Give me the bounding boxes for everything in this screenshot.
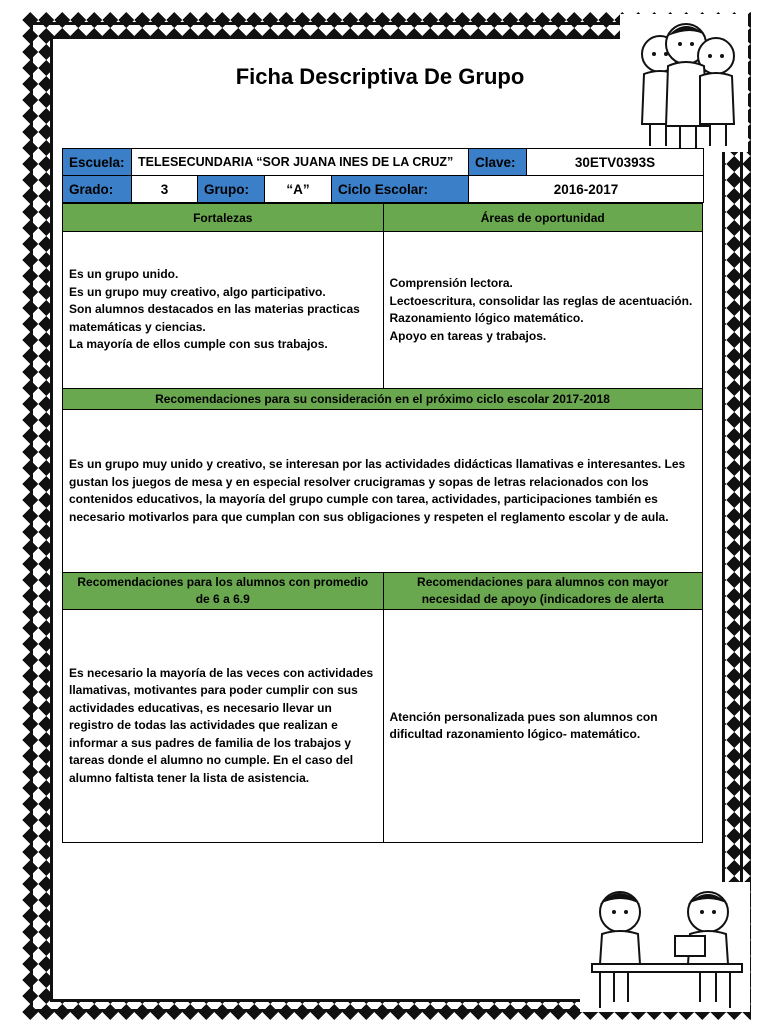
grado-value: 3 bbox=[132, 176, 198, 203]
recomendaciones-cell bbox=[63, 410, 702, 572]
recomendaciones-text: Es un grupo muy unido y creativo, se interesan por las actividades didácticas llamativas e interesantes. Les gustan los juegos de mesa y en especial resolver crucigramas y sopas de letras relacionados con los contenidos educativos, la mayoría del grupo cumple con tarea, actividades, participaciones también es necesario motivarlos para que cumplan con sus obligaciones y respeten el reglamento escolar y de aula. bbox=[69, 457, 686, 524]
promedio-header: Recomendaciones para los alumnos con promedio de 6 a 6.9 bbox=[63, 573, 383, 609]
recommendations-header-row bbox=[63, 388, 702, 409]
apoyo-text: Atención personalizada pues son alumnos con dificultad razonamiento lógico- matemático. bbox=[389, 709, 658, 741]
student-recs-header-row bbox=[63, 572, 702, 609]
grupo-label: Grupo: bbox=[198, 176, 265, 203]
apoyo-cell bbox=[383, 610, 703, 842]
strengths-body-row bbox=[63, 231, 702, 388]
promedio-cell bbox=[63, 610, 383, 842]
escuela-label: Escuela: bbox=[63, 149, 132, 176]
oportunidad-cell bbox=[383, 232, 703, 388]
recomendaciones-header: Recomendaciones para su consideración en el próximo ciclo escolar 2017-2018 bbox=[63, 389, 702, 409]
description-grid bbox=[62, 203, 703, 843]
school-info-table bbox=[62, 148, 704, 203]
escuela-value: TELESECUNDARIA “SOR JUANA INES DE LA CRUZ” bbox=[132, 149, 469, 176]
grade-row bbox=[63, 176, 704, 203]
promedio-text: Es necesario la mayoría de las veces con actividades llamativas, motivantes para poder cumplir con sus actividades educativas, es necesario llevar un registro de todas las actividades que realizan e informar a sus padres de familia de los trabajos y tareas donde el alumno no cumple. En el caso del alumno faltista tener la lista de asistencia. bbox=[69, 665, 374, 785]
strengths-header-row bbox=[63, 204, 702, 231]
children-reading-illustration-icon bbox=[580, 882, 750, 1012]
fortalezas-header: Fortalezas bbox=[63, 204, 383, 231]
clave-label: Clave: bbox=[469, 149, 527, 176]
children-group-illustration-icon bbox=[620, 14, 748, 152]
apoyo-header: Recomendaciones para alumnos con mayor necesidad de apoyo (indicadores de alerta bbox=[383, 573, 703, 609]
ciclo-value: 2016-2017 bbox=[469, 176, 704, 203]
grupo-value: “A” bbox=[265, 176, 332, 203]
clave-value: 30ETV0393S bbox=[527, 149, 704, 176]
student-recs-body-row bbox=[63, 609, 702, 842]
grado-label: Grado: bbox=[63, 176, 132, 203]
fortalezas-cell bbox=[63, 232, 383, 388]
oportunidad-header: Áreas de oportunidad bbox=[383, 204, 703, 231]
oportunidad-text: Comprensión lectora. Lectoescritura, consolidar las reglas de acentuación. Razonamiento lógico matemático. Apoyo en tareas y trabajos. bbox=[389, 276, 693, 343]
page-title: Ficha Descriptiva De Grupo bbox=[235, 64, 525, 89]
recommendations-body-row bbox=[63, 409, 702, 572]
ciclo-label: Ciclo Escolar: bbox=[332, 176, 469, 203]
school-row bbox=[63, 149, 704, 176]
fortalezas-text: Es un grupo unido. Es un grupo muy creativo, algo participativo. Son alumnos destacados en las materias practicas matemáticas y ciencias. La mayoría de ellos cumple con sus trabajos. bbox=[69, 267, 360, 352]
